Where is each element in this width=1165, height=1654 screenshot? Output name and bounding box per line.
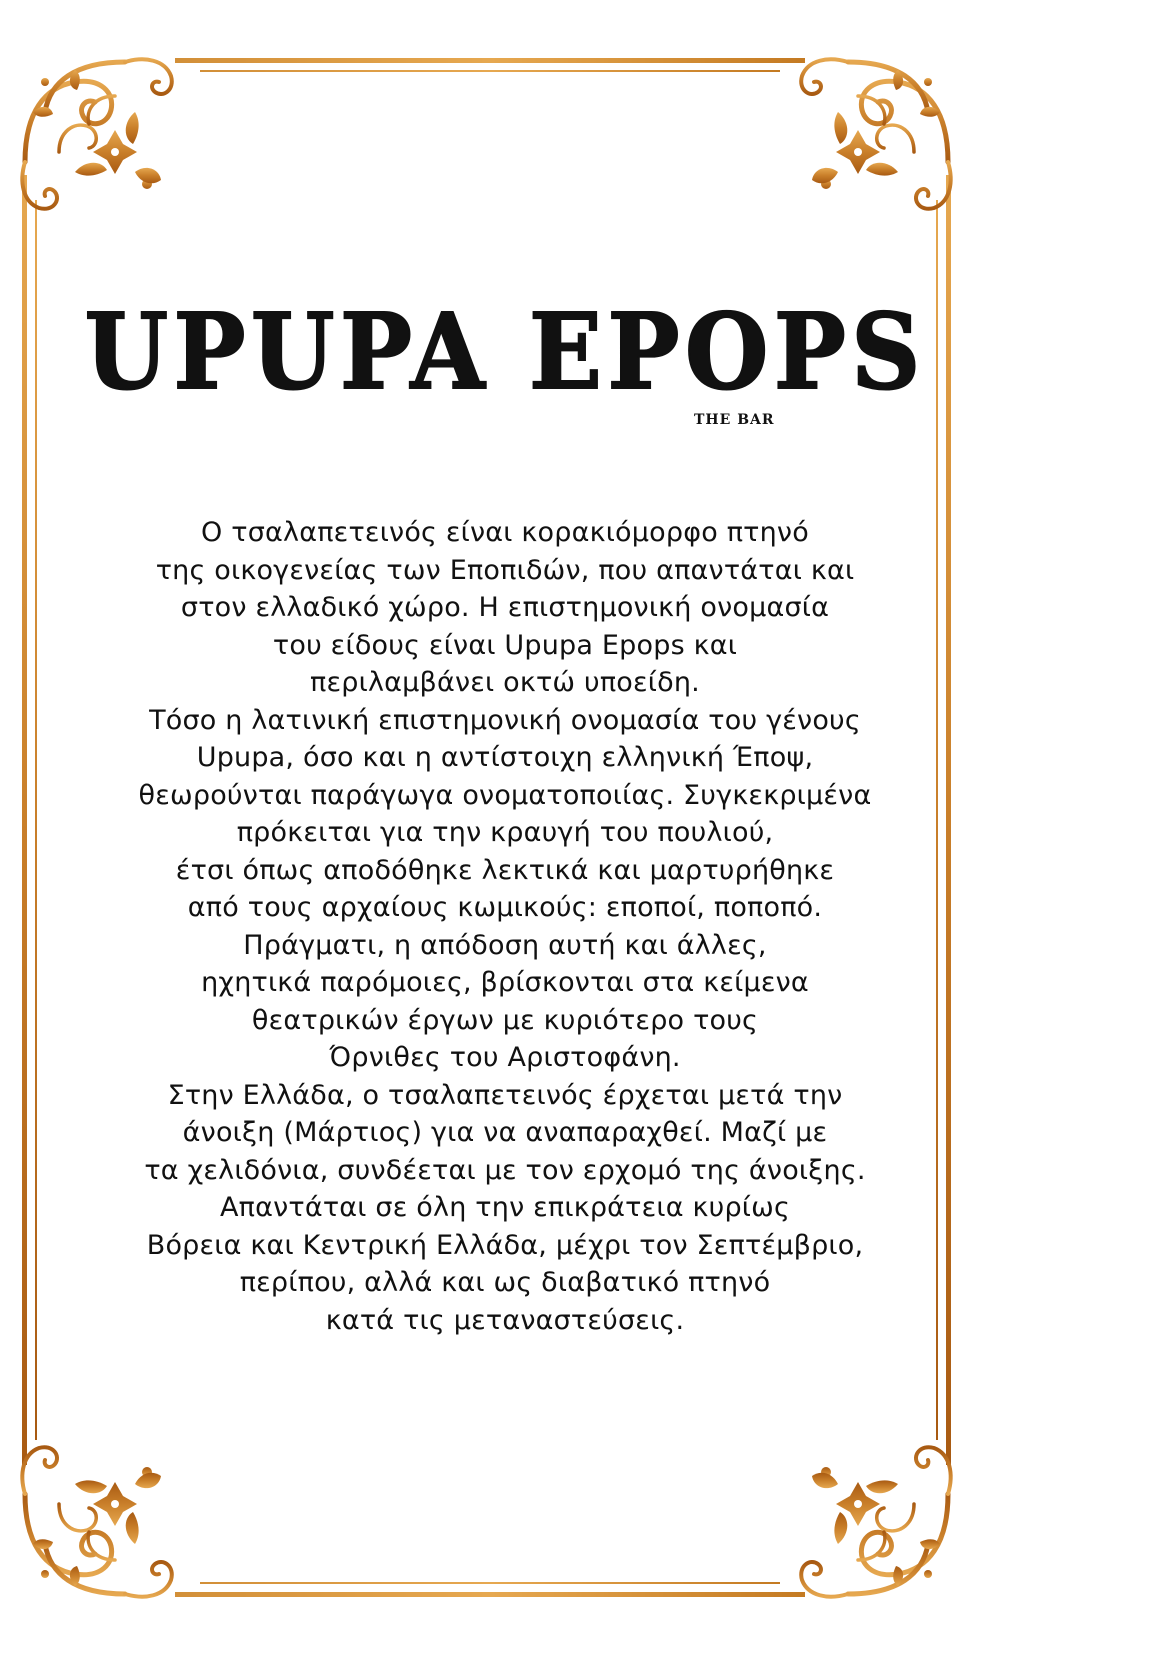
text-line: κατά τις μεταναστεύσεις.: [325, 1304, 685, 1336]
text-line: Στην Ελλάδα, ο τσαλαπετεινός έρχεται μετά την: [167, 1079, 843, 1111]
flourish-ornament-icon: [801, 59, 950, 208]
text-line: θεωρούνται παράγωγα ονοματοποιίας. Συγκεκριμένα: [138, 779, 872, 811]
text-line: περίπου, αλλά και ως διαβατικό πτηνό: [239, 1267, 771, 1298]
text-line: Upupa, όσο και η αντίστοιχη ελληνική Έποψ,: [196, 742, 814, 773]
text-line: άνοιξη (Μάρτιος) για να αναπαραχθεί. Μαζί με: [182, 1117, 828, 1148]
flourish-ornament-icon: [22, 59, 171, 208]
flourish-ornament-icon: [22, 1447, 171, 1596]
text-line: Πράγματι, η απόδοση αυτή και άλλες,: [243, 929, 767, 961]
title-container: [0, 290, 1010, 413]
text-line: περιλαμβάνει οκτώ υποείδη.: [310, 667, 700, 698]
text-line: έτσι όπως αποδόθηκε λεκτικά και μαρτυρήθηκε: [175, 854, 835, 886]
text-line: Βόρεια και Κεντρική Ελλάδα, μέχρι τον Σεπτέμβριο,: [146, 1229, 864, 1261]
text-line: ηχητικά παρόμοιες, βρίσκονται στα κείμενα: [201, 967, 809, 998]
text-line: Τόσο η λατινική επιστημονική ονομασία του γένους: [149, 704, 861, 736]
text-line: πρόκειται για την κραυγή του πουλιού,: [236, 817, 774, 848]
text-line: τα χελιδόνια, συνδέεται με τον ερχομό της άνοιξης.: [144, 1154, 866, 1186]
text-line: Ο τσαλαπετεινός είναι κορακιόμορφο πτηνό: [201, 517, 809, 548]
text-line: του είδους είναι Upupa Epops και: [272, 629, 738, 661]
text-line: Απαντάται σε όλη την επικράτεια κυρίως: [219, 1192, 790, 1223]
text-line: Όρνιθες του Αριστοφάνη.: [329, 1042, 681, 1073]
text-line: στον ελλαδικό χώρο. Η επιστημονική ονομασία: [180, 592, 830, 623]
page-subtitle: THE BAR: [694, 412, 775, 428]
text-line: της οικογενείας των Εποπιδών, που απαντάται και: [155, 554, 855, 586]
page-title: UPUPA EPOPS: [84, 290, 926, 413]
body-text: [60, 514, 950, 1339]
text-line: από τους αρχαίους κωμικούς: εποποί, ποποπό.: [187, 892, 823, 923]
flourish-ornament-icon: [801, 1447, 950, 1596]
text-line: θεατρικών έργων με κυριότερο τους: [251, 1004, 759, 1036]
